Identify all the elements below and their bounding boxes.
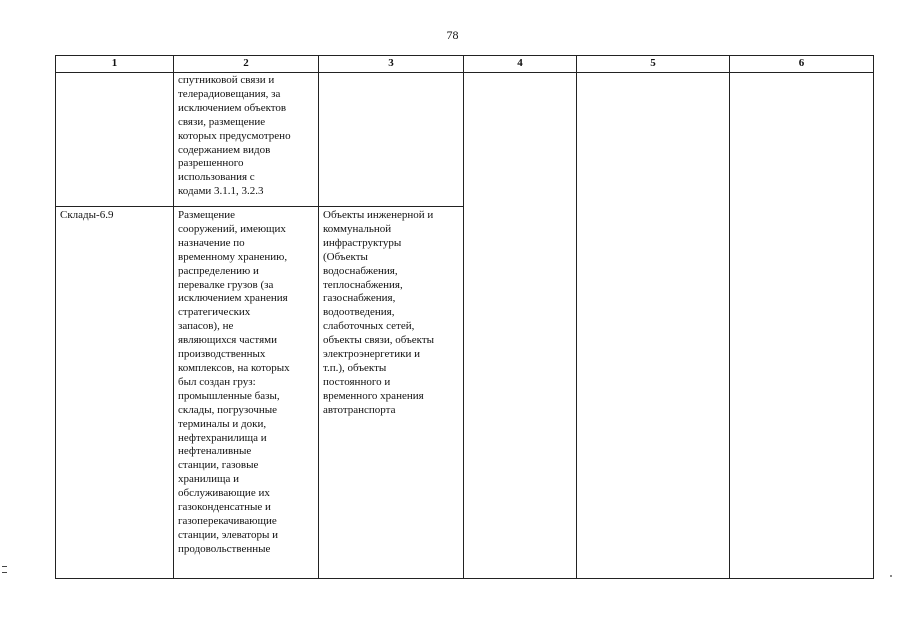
header-col-3: 3 [388, 57, 394, 69]
column-divider-2 [318, 55, 319, 579]
row-divider [55, 206, 464, 207]
table-border-left [55, 55, 56, 579]
header-divider [55, 72, 874, 73]
row2-col2-text: Размещение сооружений, имеющих назначение по временному хранению, распределению и перевалке грузов (за исключением хранения стратегических запасов), не являющихся частями производственных комплексов, на которых был создан груз: промышленные базы, склады, погрузочные терминалы и доки, нефтехранилища и нефтеналивные станции, газовые хранилища и обслуживающие их газоконденсатные и газоперекачивающие станции, элеваторы и продовольственные [178, 209, 290, 555]
table-border-bottom [55, 578, 874, 579]
column-divider-1 [173, 55, 174, 579]
scan-margin-mark [2, 566, 7, 573]
column-divider-4 [576, 55, 577, 579]
header-col-4: 4 [517, 57, 523, 69]
header-col-5: 5 [650, 57, 656, 69]
header-col-1: 1 [111, 57, 118, 69]
row2-col3-text: Объекты инженерной и коммунальной инфраструктуры (Объекты водоснабжения, теплоснабжения, газоснабжения, водоотведения, слаботочных сетей, объекты связи, объекты электроэнергетики и т.п.), объекты постоянного и временного хранения автотранспорта [323, 209, 435, 416]
land-use-table [55, 55, 874, 579]
table-border-right [873, 55, 874, 579]
header-col-2: 2 [243, 57, 249, 69]
page-number: 78 [446, 28, 459, 42]
header-col-6: 6 [798, 57, 805, 69]
column-divider-3 [463, 55, 464, 579]
row2-col1-code: Склады-6.9 [60, 209, 114, 221]
scan-dot [890, 575, 892, 577]
row1-col2-text: спутниковой связи и телерадиовещания, за исключением объектов связи, размещение которых предусмотрено содержанием видов разрешенного использования с кодами 3.1.1, 3.2.3 [178, 74, 291, 198]
column-divider-5 [729, 55, 730, 579]
row1-col3 [323, 75, 461, 205]
row1-col1 [59, 75, 171, 205]
